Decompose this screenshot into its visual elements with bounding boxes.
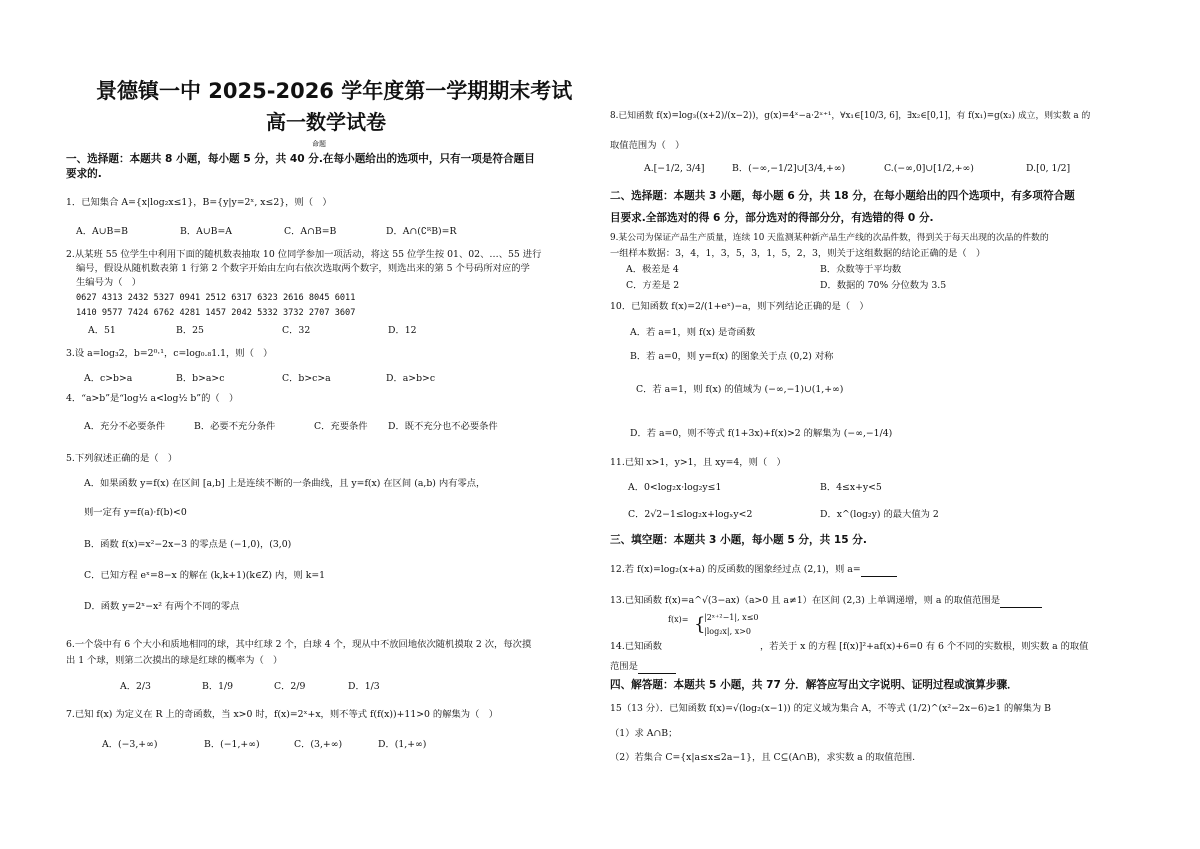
author-label: 命题 xyxy=(312,140,326,148)
q9-option-a: A．极差是 4 xyxy=(626,264,679,275)
q3-option-a: A．c>b>a xyxy=(84,373,133,384)
question-4: 4．“a>b”是“log½ a<log½ b”的（ ） xyxy=(66,393,239,404)
q5-option-a-line1: A．如果函数 y=f(x) 在区间 [a,b] 上是连续不断的一条曲线，且 y=f(x) 在区间 (a,b) 内有零点， xyxy=(84,478,486,489)
section-2-heading: 二、选择题：本题共 3 小题，每小题 6 分，共 18 分，在每小题给出的四个选项中，有多项符合题 xyxy=(610,190,1075,202)
question-14-cont xyxy=(610,660,676,674)
q11-option-a: A．0<log₂x·log₂y≤1 xyxy=(628,482,722,493)
question-9-line1: 9.某公司为保证产品生产质量，连续 10 天监测某种新产品生产线的次品件数，得到关于每天出现的次品的件数的 xyxy=(610,233,1049,243)
q8-option-c: C.(−∞,0]∪[1/2,+∞) xyxy=(884,163,974,174)
q5-option-a-line2: 则一定有 y=f(a)·f(b)<0 xyxy=(84,507,187,518)
q3-option-b: B．b>a>c xyxy=(176,373,225,384)
section-2-heading-cont: 目要求.全部选对的得 6 分，部分选对的得部分分，有选错的得 0 分. xyxy=(610,212,934,224)
q8-option-d: D.[0, 1/2] xyxy=(1026,163,1071,174)
q2-option-c: C．32 xyxy=(282,325,311,336)
random-table-row-1: 0627 4313 2432 5327 0941 2512 6317 6323 2616 8045 6011 xyxy=(76,293,356,303)
question-6-line2: 出 1 个球，则第二次摸出的球是红球的概率为（ ） xyxy=(66,655,283,666)
q10-option-b: B．若 a=0，则 y=f(x) 的图象关于点 (0,2) 对称 xyxy=(630,351,834,362)
q4-option-c: C．充要条件 xyxy=(314,421,368,432)
q10-option-d: D．若 a=0，则不等式 f(1+3x)+f(x)>2 的解集为 (−∞,−1/4) xyxy=(630,428,893,439)
q5-option-b: B．函数 f(x)=x²−2x−3 的零点是 (−1,0)，(3,0) xyxy=(84,539,292,550)
q4-option-a: A．充分不必要条件 xyxy=(84,421,166,432)
q2-option-d: D．12 xyxy=(388,325,417,336)
section-3-heading: 三、填空题：本题共 3 小题，每小题 5 分，共 15 分. xyxy=(610,534,867,546)
q11-option-b: B．4≤x+y<5 xyxy=(820,482,882,493)
section-1-heading-cont: 要求的. xyxy=(66,168,102,180)
piecewise-curly-brace: { xyxy=(694,614,706,635)
q11-option-d: D．x^(log₂y) 的最大值为 2 xyxy=(820,509,939,520)
question-1: 1．已知集合 A={x|log₂x≤1}，B={y|y=2ˣ, x≤2}，则（ ） xyxy=(66,197,332,208)
q4-option-b: B．必要不充分条件 xyxy=(194,421,276,432)
q6-option-c: C．2/9 xyxy=(274,681,306,692)
section-4-heading: 四、解答题：本题共 5 小题，共 77 分．解答应写出文字说明、证明过程或演算步骤． xyxy=(610,679,1018,691)
question-7: 7.已知 f(x) 为定义在 R 上的奇函数，当 x>0 时，f(x)=2ˣ+x，则不等式 f(f(x))+11>0 的解集为（ ） xyxy=(66,709,498,720)
q1-option-a: A．A∪B=B xyxy=(76,226,128,237)
q6-option-d: D．1/3 xyxy=(348,681,380,692)
random-table-row-2: 1410 9577 7424 6762 4281 1457 2042 5332 3732 2707 3607 xyxy=(76,308,356,318)
question-15: 15（13 分）．已知函数 f(x)=√(log₂(x−1)) 的定义域为集合 A，不等式 (1/2)^(x²−2x−6)≥1 的解集为 B xyxy=(610,703,1052,714)
question-13-text: 13.已知函数 f(x)=a^√(3−ax)（a>0 且 a≠1）在区间 (2,3) 上单调递增，则 a 的取值范围是 xyxy=(610,595,1001,606)
q2-option-a: A．51 xyxy=(88,325,116,336)
q7-option-a: A．(−3,+∞) xyxy=(102,739,158,750)
question-15-part1: （1）求 A∩B； xyxy=(610,728,678,739)
question-14-text: ，若关于 x 的方程 [f(x)]²+af(x)+6=0 有 6 个不同的实数根，则实数 a 的取值 xyxy=(760,641,1089,652)
q8-option-b: B．(−∞,−1/2]∪[3/4,+∞) xyxy=(732,163,846,174)
q5-option-d: D．函数 y=2ˣ−x² 有两个不同的零点 xyxy=(84,601,240,612)
question-15-part2: （2）若集合 C={x|a≤x≤2a−1}，且 C⊆(A∩B)，求实数 a 的取值范围. xyxy=(610,752,916,763)
q2-option-b: B．25 xyxy=(176,325,204,336)
q11-option-c: C．2√2−1≤log₂x+logₓy<2 xyxy=(628,509,753,520)
q1-option-d: D．A∩(∁ᴿB)=R xyxy=(386,226,457,237)
q9-option-c: C．方差是 2 xyxy=(626,280,680,291)
q7-option-c: C．(3,+∞) xyxy=(294,739,343,750)
q6-option-a: A．2/3 xyxy=(120,681,151,692)
question-5: 5.下列叙述正确的是（ ） xyxy=(66,453,178,464)
q9-option-d: D．数据的 70% 分位数为 3.5 xyxy=(820,280,947,291)
question-13 xyxy=(610,594,1042,608)
answer-blank-12 xyxy=(861,563,897,577)
piecewise-case-1: |2ˣ⁺²−1|, x≤0 xyxy=(704,613,759,622)
question-8-line2: 取值范围为（ ） xyxy=(610,140,685,151)
question-12 xyxy=(610,563,897,577)
q10-option-a: A．若 a=1，则 f(x) 是奇函数 xyxy=(630,327,756,338)
question-6-line1: 6.一个袋中有 6 个大小和质地相同的球，其中红球 2 个，白球 4 个，现从中不放回地依次随机摸取 2 次，每次摸 xyxy=(66,639,532,650)
q4-option-d: D．既不充分也不必要条件 xyxy=(388,421,498,432)
q7-option-d: D．(1,+∞) xyxy=(378,739,427,750)
q8-option-a: A.[−1/2, 3/4] xyxy=(644,163,705,174)
question-9-line2: 一组样本数据：3，4，1，3，5，3，1，5，2，3，则关于这组数据的结论正确的是（ ） xyxy=(610,248,986,259)
exam-subtitle: 高一数学试卷 xyxy=(266,110,386,134)
question-2-line2: 编号，假设从随机数表第 1 行第 2 个数字开始由左向右依次选取两个数字，则选出来的第 5 个号码所对应的学 xyxy=(76,263,530,274)
question-10: 10．已知函数 f(x)=2/(1+eˣ)−a，则下列结论正确的是（ ） xyxy=(610,301,869,312)
q3-option-d: D．a>b>c xyxy=(386,373,436,384)
answer-blank-13 xyxy=(1000,594,1042,608)
question-14-cont-text: 范围是 xyxy=(610,661,638,672)
q10-option-c: C．若 a=1，则 f(x) 的值域为 (−∞,−1)∪(1,+∞) xyxy=(636,384,844,395)
q6-option-b: B．1/9 xyxy=(202,681,234,692)
section-1-heading: 一、选择题：本题共 8 小题，每小题 5 分，共 40 分.在每小题给出的选项中，只有一项是符合题目 xyxy=(66,153,535,165)
q3-option-c: C．b>c>a xyxy=(282,373,331,384)
exam-title: 景德镇一中 2025-2026 学年度第一学期期末考试 xyxy=(96,79,573,103)
question-2-line1: 2.从某班 55 位学生中利用下面的随机数表抽取 10 位同学参加一项活动，将这 55 位学生按 01、02、…、55 进行 xyxy=(66,249,542,260)
piecewise-brace: f(x)= xyxy=(668,615,689,624)
q9-option-b: B．众数等于平均数 xyxy=(820,264,902,275)
answer-blank-14 xyxy=(638,660,676,674)
question-11: 11.已知 x>1，y>1，且 xy=4，则（ ） xyxy=(610,457,786,468)
question-3: 3.设 a=log₃2，b=2⁰·¹，c=log₀.₈1.1，则（ ） xyxy=(66,348,273,359)
question-12-text: 12.若 f(x)=log₂(x+a) 的反函数的图象经过点 (2,1)，则 a= xyxy=(610,564,861,575)
question-8-line1: 8.已知函数 f(x)=log₃((x+2)/(x−2))，g(x)=4ˣ−a·2ˣ⁺¹，∀x₁∈[10/3, 6]，∃x₂∈[0,1]，有 f(x₁)=g(x₂) 成立，则实数 a 的 xyxy=(610,111,1091,121)
q5-option-c: C．已知方程 eˣ=8−x 的解在 (k,k+1)(k∈Z) 内，则 k=1 xyxy=(84,570,326,581)
q1-option-c: C．A∩B=B xyxy=(284,226,337,237)
question-14-intro: 14.已知函数 xyxy=(610,641,662,652)
piecewise-case-2: |log₂x|, x>0 xyxy=(704,627,751,636)
question-2-line3: 生编号为（ ） xyxy=(76,277,142,288)
q1-option-b: B．A∪B=A xyxy=(180,226,232,237)
q7-option-b: B．(−1,+∞) xyxy=(204,739,260,750)
